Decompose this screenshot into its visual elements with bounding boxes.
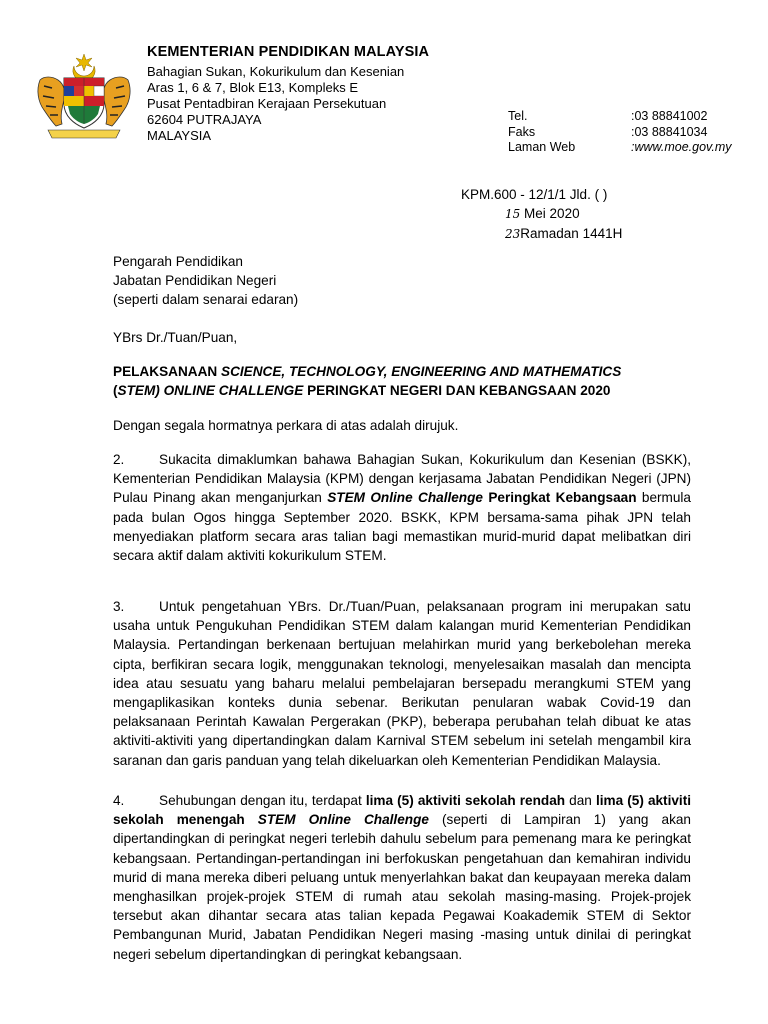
letter-date: 15 Mei 2020 (505, 206, 580, 221)
contact-label: Tel. (508, 109, 528, 123)
recipient-line: Jabatan Pendidikan Negeri (113, 273, 277, 289)
contact-label: Faks (508, 124, 536, 139)
contact-row-fax (508, 125, 732, 141)
contact-row-web (508, 140, 732, 156)
paragraph-number: 2. (113, 452, 125, 467)
contact-details (508, 109, 732, 156)
paragraph-number: 3. (113, 599, 125, 614)
opening-line: Dengan segala hormatnya perkara di atas adalah dirujuk. (113, 418, 459, 433)
hijri-date: 23Ramadan 1441H (505, 226, 623, 241)
reference-number: KPM.600 - 12/1/1 Jld. ( ) (461, 187, 608, 202)
subject-heading: PELAKSANAAN SCIENCE, TECHNOLOGY, ENGINEERING AND MATHEMATICS (STEM) ONLINE CHALLENGE PERINGKAT NEGERI DAN KEBANGSAAN 2020 (113, 364, 622, 399)
ministry-name: KEMENTERIAN PENDIDIKAN MALAYSIA (147, 44, 430, 60)
address-line: 62604 PUTRAJAYA (147, 112, 262, 127)
paragraph-3: 3. Untuk pengetahuan YBrs. Dr./Tuan/Puan, pelaksanaan program ini merupakan satu usaha untuk Pengukuhan Pendidikan STEM dalam kalangan murid Kementerian Pendidikan Malaysia. Pertandingan berkenaan bertujuan melahirkan murid yang berkebolehan mereka cipta, berfikiran secara logik, menggunakan teknologi, menyelesaikan masalah dan mencipta idea atau sesuatu yang baharu melalui pembelajaran bersepadu merangkumi STEM yang mengaplikasikan konteks dunia sebenar. Berikutan penularan wabak Covid-19 dan pelaksanaan Perintah Kawalan Pergerakan (PKP), beberapa perubahan telah dibuat ke atas aktiviti-aktiviti yang dipertandingkan dalam Karnival STEM sebelum ini setelah mengambil kira saranan dan garis panduan yang telah dikeluarkan oleh Kementerian Pendidikan Malaysia. (113, 599, 691, 768)
contact-label: Laman Web (508, 140, 576, 154)
reference-block (461, 185, 622, 244)
recipient-line: Pengarah Pendidikan (113, 254, 243, 269)
letterhead (147, 44, 429, 144)
address-line: MALAYSIA (147, 128, 212, 143)
paragraph-2: 2. Sukacita dimaklumkan bahawa Bahagian Sukan, Kokurikulum dan Kesenian (BSKK), Kementerian Pendidikan Malaysia (KPM) dengan kerjasama Jabatan Pendidikan Negeri (JPN) Pulau Pinang akan menganjurkan STEM Online Challenge Peringkat Kebangsaan bermula pada bulan Ogos hingga September 2020. BSKK, KPM bersama-sama pihak JPN telah menyediakan platform secara aras talian bagi memastikan murid-murid dapat melibatkan diri secara aktif dalam aktiviti kokurikulum STEM. (113, 452, 691, 564)
address-line: Pusat Pentadbiran Kerajaan Persekutuan (147, 96, 387, 111)
contact-value: :03 88841002 (631, 109, 708, 123)
address-line: Bahagian Sukan, Kokurikulum dan Kesenian (147, 64, 405, 79)
coat-of-arms-logo (34, 52, 134, 142)
recipient-line: (seperti dalam senarai edaran) (113, 292, 299, 308)
handwritten-hijri-day: 23 (505, 227, 521, 241)
paragraph-4: 4. Sehubungan dengan itu, terdapat lima (5) aktiviti sekolah rendah dan lima (5) aktiviti sekolah menengah STEM Online Challenge (seperti di Lampiran 1) yang akan dipertandingkan di peringkat negeri terlebih dahulu sebelum para pemenang mara ke peringkat kebangsaan. Pertandingan-pertandingan ini berfokuskan pengetahuan dan kemahiran individu murid di mana mereka diberi peluang untuk menyerlahkan bakat dan keupayaan mereka dalam menghasilkan projek-projek STEM di rumah atau sekolah masing-masing. Projek-projek tersebut akan dihantar secara atas talian kepada Pegawai Koakademik STEM di Sektor Pembangunan Murid, Jabatan Pendidikan Negeri masing -masing untuk dinilai di peringkat negeri sebelum dipertandingkan di peringkat kebangsaan. (113, 793, 692, 962)
contact-row-tel (508, 109, 732, 125)
salutation: YBrs Dr./Tuan/Puan, (113, 330, 238, 345)
recipient-block (113, 252, 691, 310)
address-line: Aras 1, 6 & 7, Blok E13, Kompleks E (147, 80, 358, 95)
website-link[interactable]: :www.moe.gov.my (631, 140, 732, 154)
handwritten-day: 15 (505, 207, 521, 221)
contact-value: :03 88841034 (631, 124, 708, 139)
paragraph-number: 4. (113, 793, 125, 808)
